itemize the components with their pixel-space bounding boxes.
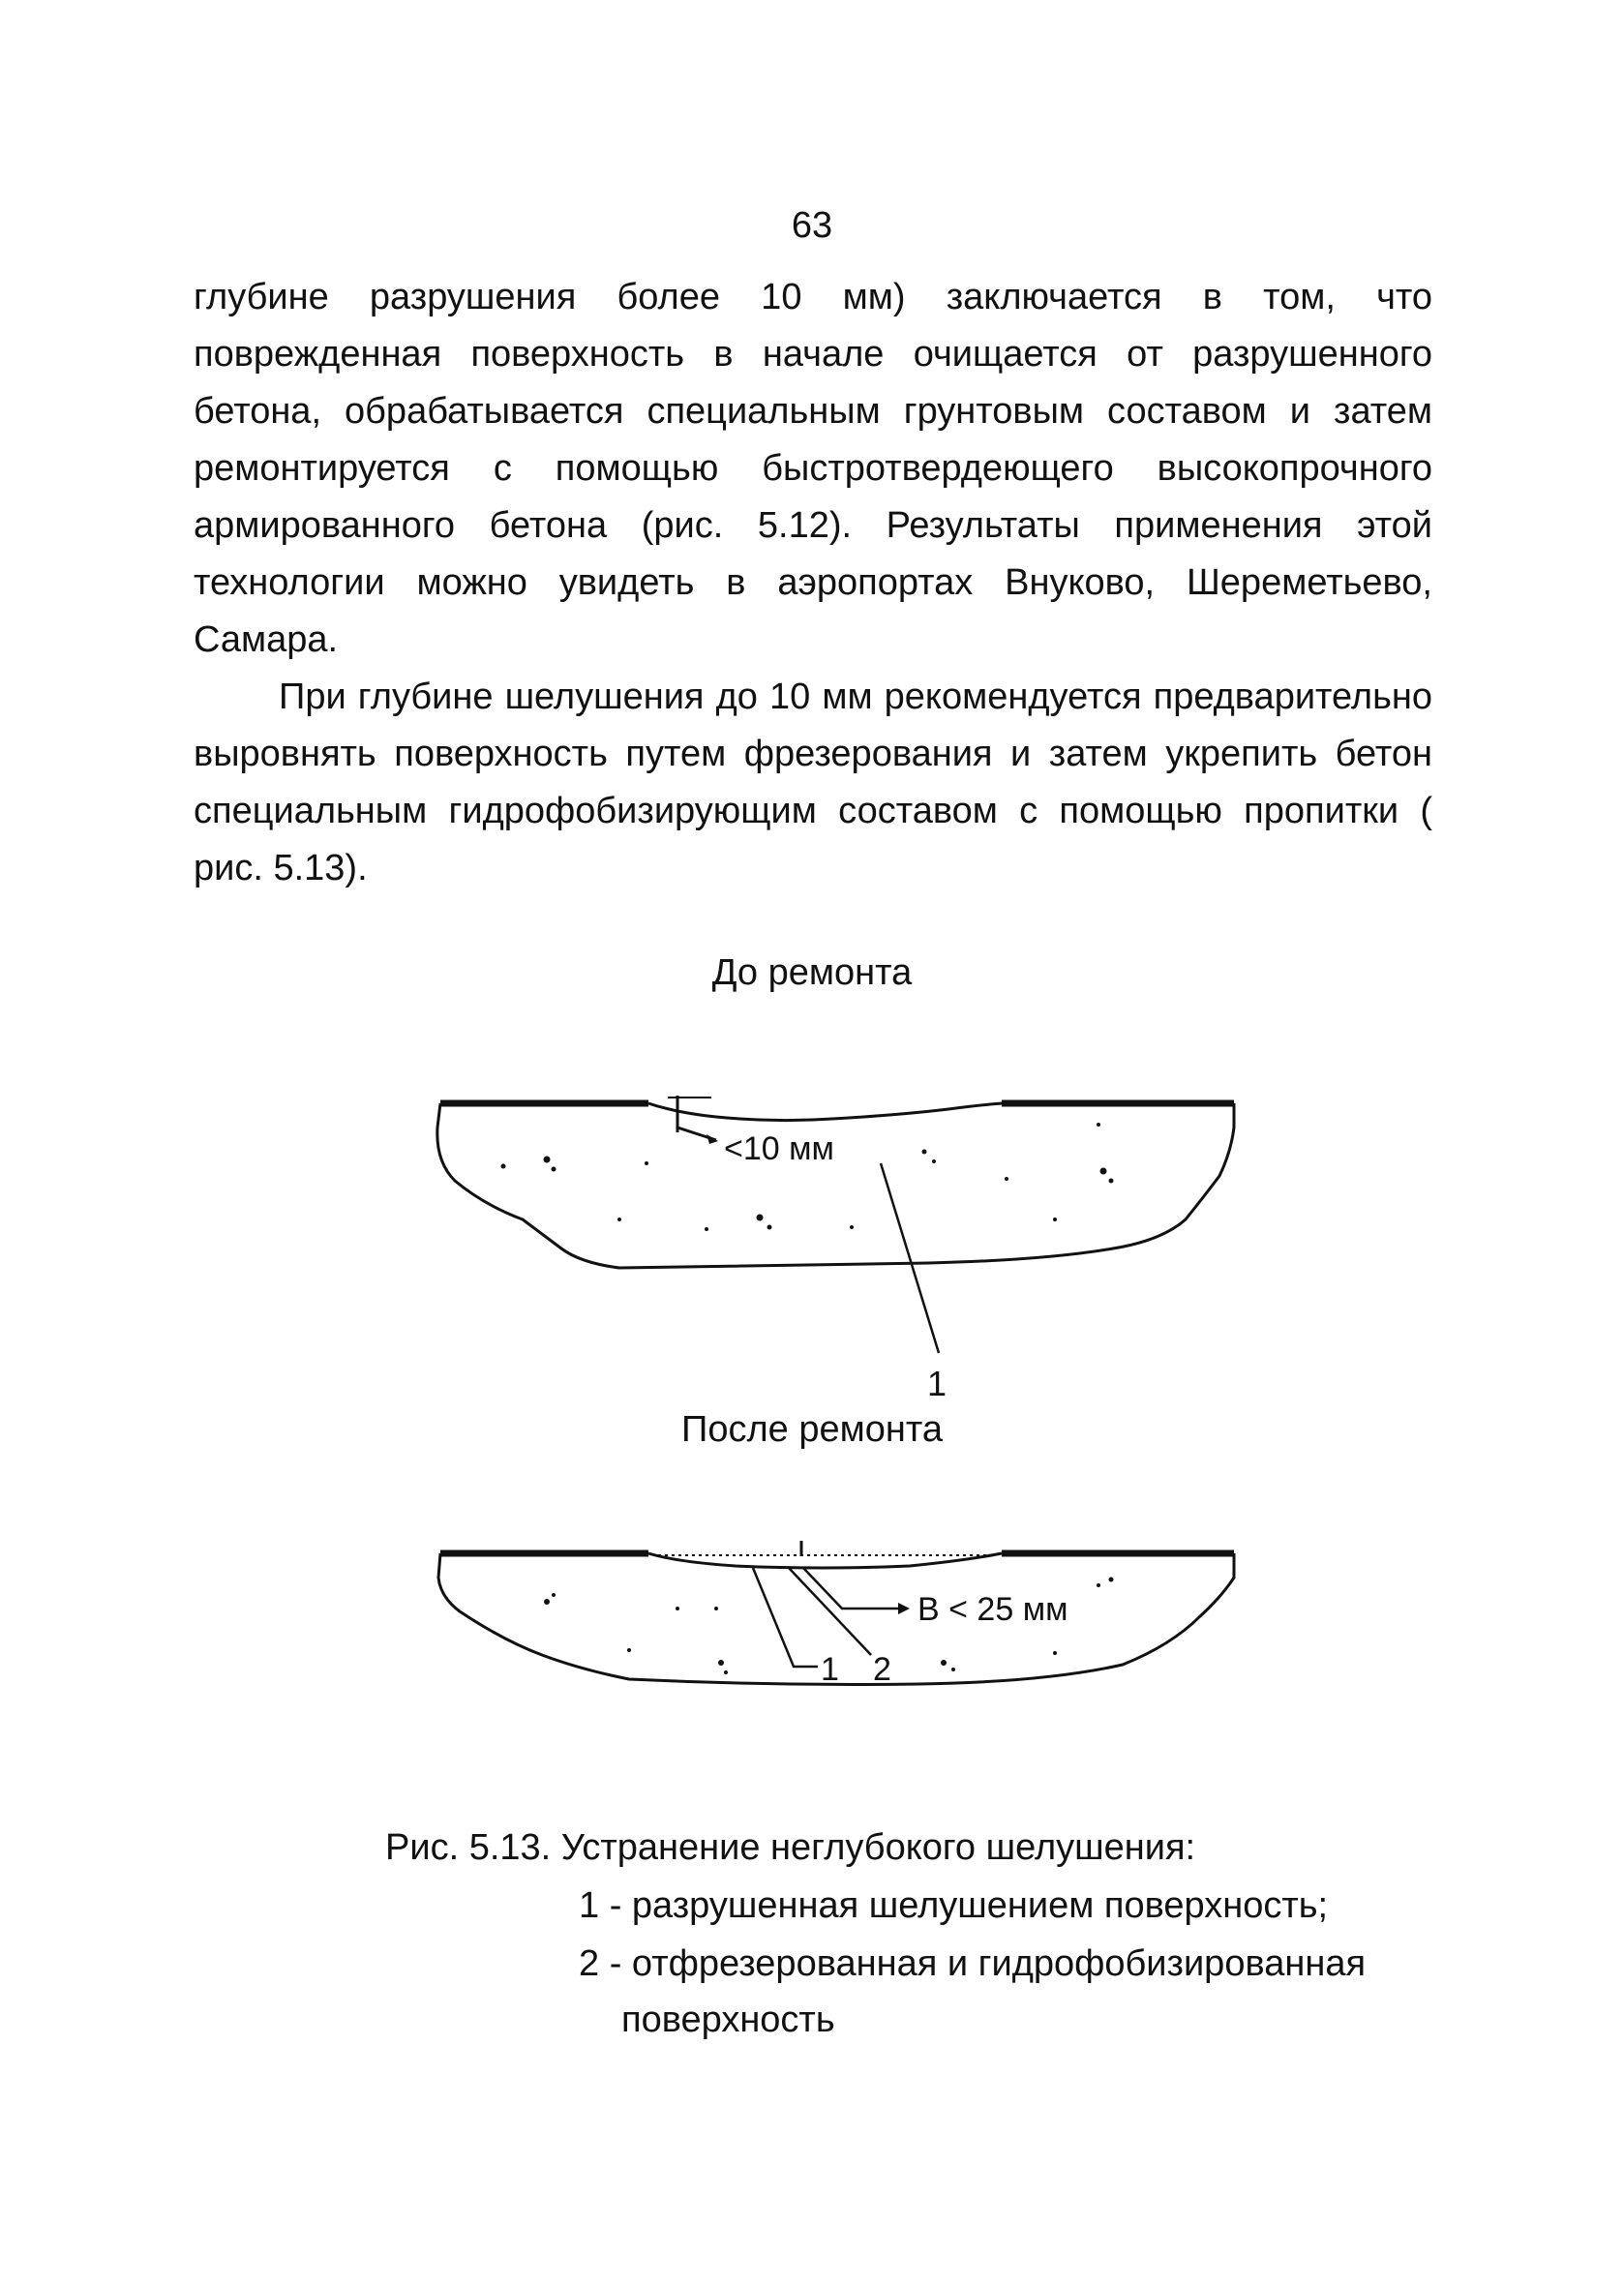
figure-before — [0, 1074, 1624, 1403]
figure-after-diagram — [0, 1519, 1624, 1752]
page-number: 63 — [791, 205, 833, 246]
figure-before-title: До ремонта — [711, 952, 913, 993]
callout-1-leader — [753, 1568, 818, 1667]
figure-after — [0, 1519, 1624, 1752]
width-label: B < 25 мм — [917, 1591, 1068, 1628]
width-arrow-line — [803, 1568, 905, 1609]
depth-label: <10 мм — [724, 1130, 834, 1167]
callout-1-label: 1 — [821, 1651, 839, 1688]
callout-1-leader — [881, 1163, 939, 1353]
width-arrow-head — [898, 1603, 910, 1614]
figure-after-title: После ремонта — [681, 1409, 943, 1450]
callout-2-label: 2 — [873, 1651, 891, 1688]
caption-title: Рис. 5.13. Устранение неглубокого шелушения: — [385, 1827, 1196, 1868]
caption-item-1: 1 - разрушенная шелушением поверхность; — [579, 1885, 1329, 1926]
caption-item-2-continued: поверхность — [621, 2000, 835, 2040]
damaged-surface — [648, 1103, 1002, 1121]
paragraph-2: При глубине шелушения до 10 мм рекомендуется предварительно выровнять поверхность путем фрезерования и затем укрепить бетон специальным гидрофобизирующим составом с помощью пропитки ( рис. 5.13). — [194, 677, 1432, 888]
callout-2-leader — [789, 1568, 871, 1655]
callout-1-label: 1 — [927, 1364, 947, 1403]
body-text — [194, 269, 1432, 934]
slab-outline — [437, 1103, 1234, 1268]
paragraph-1: глубине разрушения более 10 мм) заключается в том, что поврежденная поверхность в начале очищается от разрушенного бетона, обрабатывается специальным грунтовым составом и затем ремонтируется с помощью быстротвердеющего высокопрочного армированного бетона (рис. 5.12). Результаты применения этой технологии можно увидеть в аэропортах Внуково, Шереметьево, Самара. — [194, 277, 1432, 660]
caption-item-2: 2 - отфрезерованная и гидрофобизированная — [579, 1943, 1367, 1984]
figure-before-diagram — [0, 1074, 1624, 1403]
